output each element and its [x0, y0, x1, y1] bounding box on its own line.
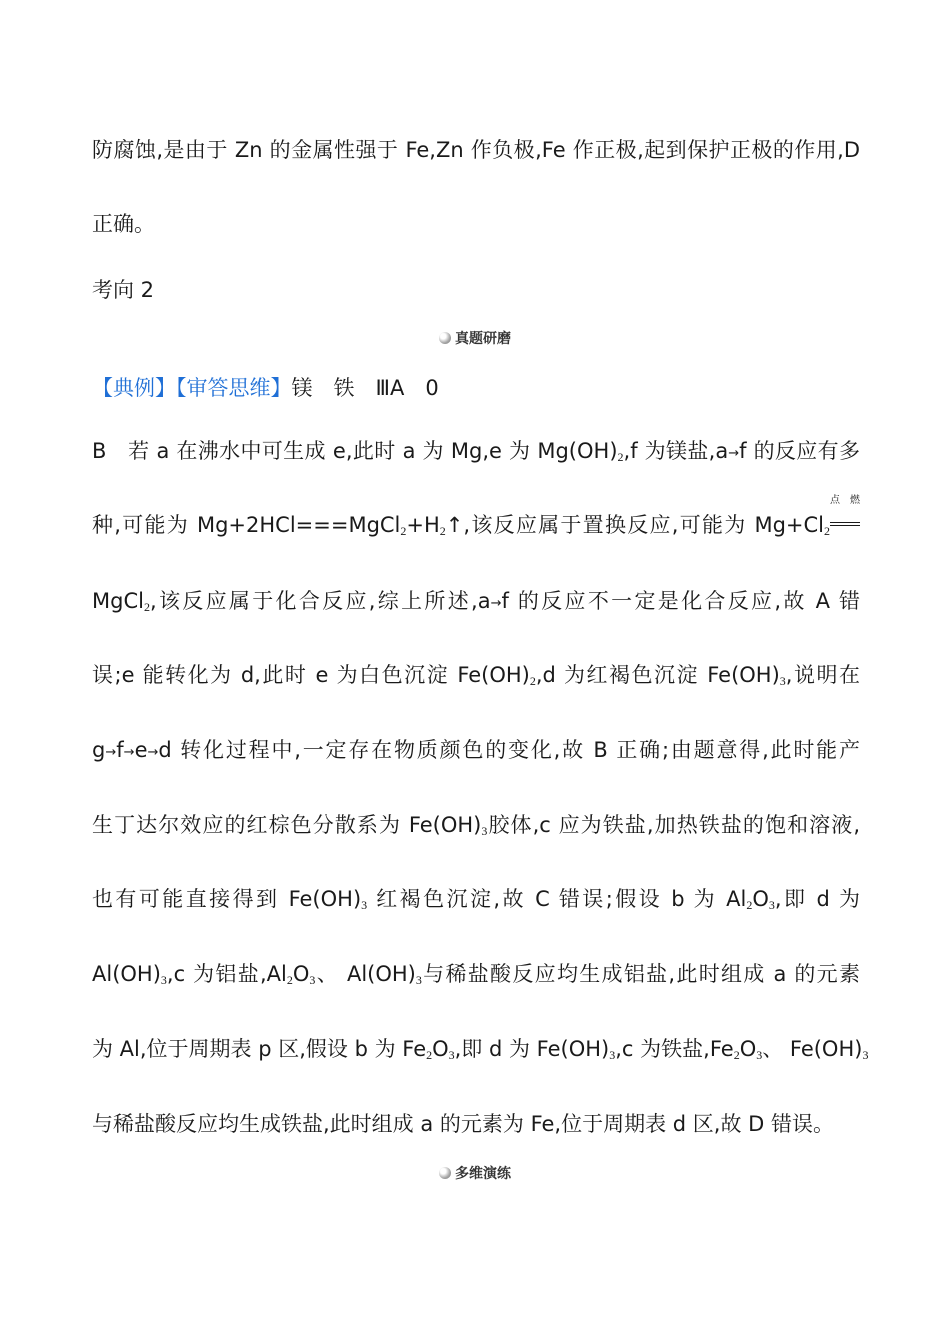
para-line-8: $Al(OH)_3,c$ 为铝盐$,Al_2O_3$、 $Al(OH)_3$与稀盐酸反应均生成铝盐,此时组成 a 的元素 [92, 962, 860, 987]
text-line-1: 防腐蚀,是由于 Zn 的金属性强于 Fe,Zn 作负极,Fe 作正极,起到保护正极的作用,D [92, 138, 860, 162]
arrow-icon: → [728, 446, 740, 461]
para-line-10: 与稀盐酸反应均生成铁盐,此时组成 a 的元素为 Fe,位于周期表 d 区,故 D 错误。 [92, 1112, 834, 1136]
para-line-6: 生丁达尔效应的红棕色分散系为 $Fe(OH)_3$胶体,c 应为铁盐,加热铁盐的饱和溶液, [92, 813, 860, 838]
para-line-3: MgCl$_2$,该反应属于化合反应,综上所述,a→f 的反应不一定是化合反应,故 A 错 [92, 589, 860, 614]
circle-icon [439, 332, 451, 344]
arrow-icon: → [123, 745, 135, 760]
section-banner-zhenti [0, 328, 950, 348]
para-line-9: 为 Al,位于周期表 p 区,假设 b 为 $Fe_2O_3$,即 d 为 $Fe(OH)_3,c$ 为铁盐$,Fe_2O_3$、 $Fe(OH)_3$ [92, 1037, 869, 1062]
para-line-7: 也有可能直接得到 $Fe(OH)_3$ 红褐色沉淀,故 C 错误;假设 b 为 $Al_2O_3$,即 d 为 [92, 887, 860, 912]
answer-line [92, 373, 860, 403]
text-line-2: 正确。 [92, 212, 155, 236]
section-heading-kaoxiang: 考向 2 [92, 278, 155, 302]
section-banner-duowei [0, 1163, 950, 1183]
answer-values: 镁 铁 ⅢA 0 [291, 376, 439, 400]
tag-dianli: 【典例】 [92, 376, 176, 400]
tag-shenda: 【审答思维】 [176, 376, 292, 400]
reaction-condition: 点燃 [830, 510, 860, 540]
circle-icon [439, 1167, 451, 1179]
para-line-1: B 若 a 在沸水中可生成 e,此时 a 为 Mg,e 为 $Mg(OH)_2,f$ 为镁盐,a→f 的反应有多 [92, 439, 860, 464]
arrow-icon: → [105, 745, 117, 760]
arrow-icon: → [147, 745, 159, 760]
section-banner-label: 多维演练 [455, 1166, 511, 1182]
para-line-5: g→f→e→d 转化过程中,一定存在物质颜色的变化,故 B 正确;由题意得,此时能产 [92, 738, 860, 762]
para-line-2: 种,可能为 $Mg+2HCl===MgCl_2+H_2↑$,该反应属于置换反应,可能为 $Mg+Cl_2$ 点燃 [92, 495, 860, 538]
section-banner-label: 真题研磨 [455, 331, 511, 347]
para-line-4: 误;e 能转化为 d,此时 e 为白色沉淀 $Fe(OH)_2,d$ 为红褐色沉淀 $Fe(OH)_3$,说明在 [92, 663, 860, 688]
arrow-icon: → [490, 596, 502, 611]
